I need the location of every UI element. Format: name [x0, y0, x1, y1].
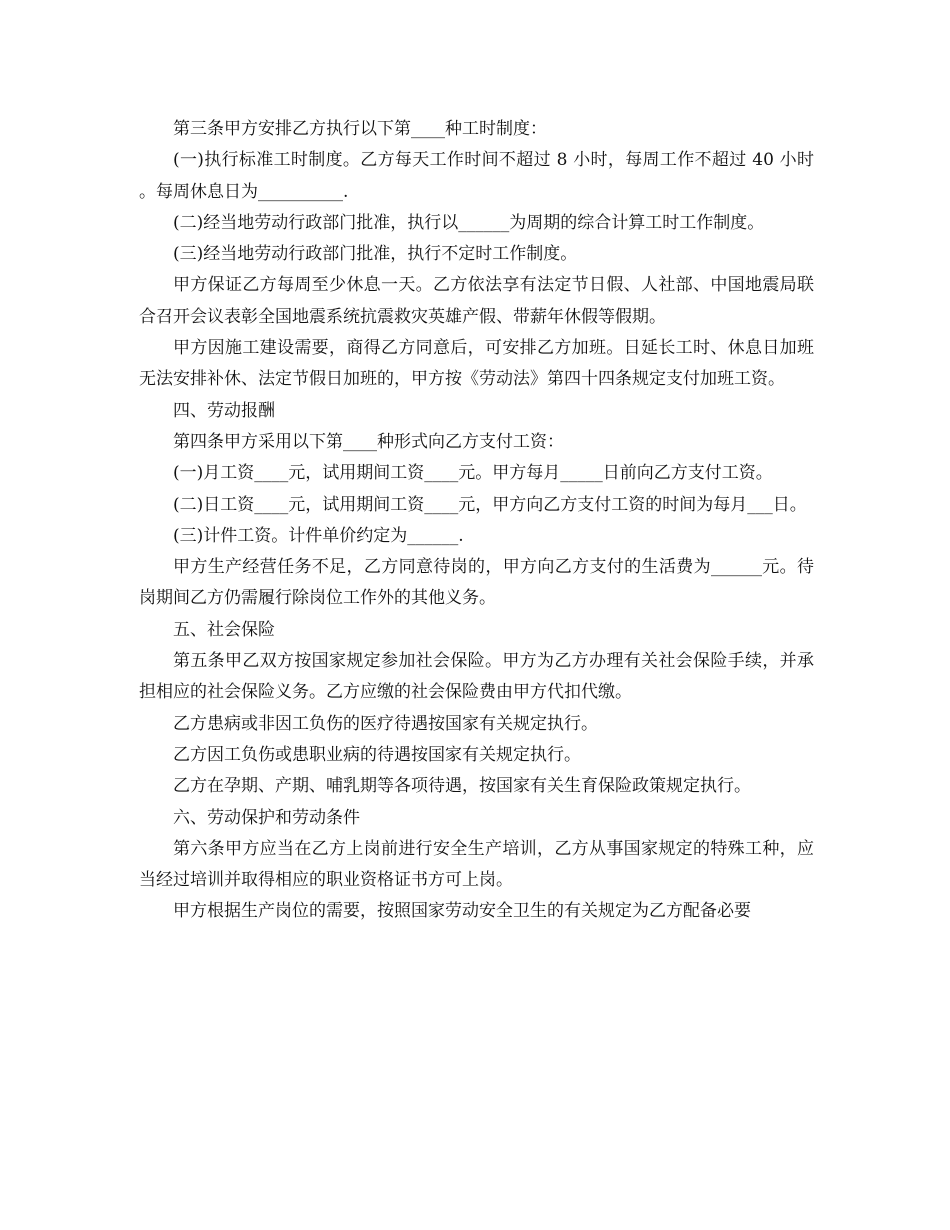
rest-day-paragraph: 甲方保证乙方每周至少休息一天。乙方依法享有法定节日假、人社部、中国地震局联合召开会议表彰全国地震系统抗震救灾英雄产假、带薪年休假等假期。	[139, 275, 814, 327]
standby-paragraph: 甲方生产经营任务不足，乙方同意待岗的，甲方向乙方支付的生活费为______元。待岗期间乙方仍需履行除岗位工作外的其他义务。	[139, 557, 814, 609]
maternity-paragraph: 乙方在孕期、产期、哺乳期等各项待遇，按国家有关生育保险政策规定执行。	[173, 776, 751, 797]
clause-3-title: 第三条甲方安排乙方执行以下第____种工时制度：	[173, 119, 547, 139]
overtime-paragraph: 甲方因施工建设需要，商得乙方同意后，可安排乙方加班。日延长工时、休息日加班无法安排补休、法定节假日加班的，甲方按《劳动法》第四十四条规定支付加班工资。	[139, 338, 814, 390]
clause-3-item-1: (一)执行标准工时制度。乙方每天工作时间不超过 8 小时，每周工作不超过 40 小时。每周休息日为__________.	[139, 150, 814, 202]
safety-equipment-paragraph: 甲方根据生产岗位的需要，按照国家劳动安全卫生的有关规定为乙方配备必要	[173, 901, 751, 922]
document-page	[139, 114, 814, 928]
clause-4-item-3: (三)计件工资。计件单价约定为______.	[173, 525, 464, 546]
clause-4-title: 第四条甲方采用以下第____种形式向乙方支付工资：	[173, 431, 564, 452]
medical-paragraph: 乙方患病或非因工负伤的医疗待遇按国家有关规定执行。	[173, 713, 598, 734]
clause-6-paragraph: 第六条甲方应当在乙方上岗前进行安全生产培训，乙方从事国家规定的特殊工种，应当经过培训并取得相应的职业资格证书方可上岗。	[139, 838, 814, 891]
clause-3-item-2: (二)经当地劳动行政部门批准，执行以______为周期的综合计算工时工作制度。	[173, 212, 765, 233]
clause-5-paragraph: 第五条甲乙双方按国家规定参加社会保险。甲方为乙方办理有关社会保险手续，并承担相应的社会保险义务。乙方应缴的社会保险费由甲方代扣代缴。	[139, 651, 814, 703]
clause-3-item-3: (三)经当地劳动行政部门批准，执行不定时工作制度。	[173, 244, 578, 265]
section-5-heading: 五、社会保险	[173, 619, 275, 640]
injury-paragraph: 乙方因工负伤或患职业病的待遇按国家有关规定执行。	[173, 744, 581, 765]
section-4-heading: 四、劳动报酬	[173, 400, 275, 421]
clause-4-item-1: (一)月工资____元，试用期间工资____元。甲方每月_____日前向乙方支付工资。	[173, 463, 773, 484]
section-6-heading: 六、劳动保护和劳动条件	[173, 807, 360, 828]
clause-4-item-2: (二)日工资____元，试用期间工资____元，甲方向乙方支付工资的时间为每月___日。	[173, 494, 807, 515]
